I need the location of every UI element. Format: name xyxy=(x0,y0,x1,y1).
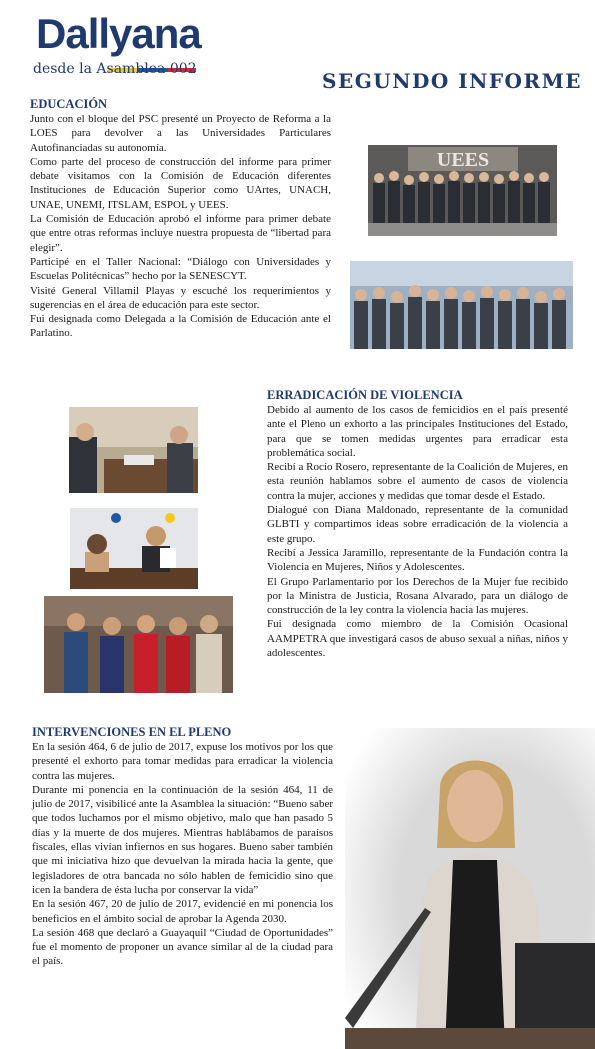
violence-title: ERRADICACIÓN DE VIOLENCIA xyxy=(267,388,463,402)
education-paragraph: La Comisión de Educación aprobó el informe para primer debate que entre otras reformas incluye nuestra propuesta de “libertad para elegir”. xyxy=(30,213,331,254)
plenary-text xyxy=(32,740,333,969)
education-paragraph: Visité General Villamil Playas y escuché los requerimientos y sugerencias en el área de educación para este sector. xyxy=(30,284,331,311)
education-text xyxy=(30,112,331,341)
womens-group-photo xyxy=(44,596,233,693)
workshop-group-photo xyxy=(350,261,573,349)
violence-paragraph: Recibí a Rocío Rosero, representante de la Coalición de Mujeres, en esta reunión hablamos sobre el aumento de casos de violencia contra la mujer, acciones y medidas que tomar desde el Estado. xyxy=(267,461,568,502)
logo: Dallyana xyxy=(36,10,201,57)
plenary-paragraph: En la sesión 464, 6 de julio de 2017, expuse los motivos por los que presenté el exhorto para tomar medidas para erradicar la violencia contra las mujeres. xyxy=(32,741,333,782)
education-title: EDUCACIÓN xyxy=(30,97,108,111)
violence-text xyxy=(267,403,568,660)
education-paragraph: Como parte del proceso de construcción del informe para primer debate visitamos con la Comisión de Educación diferentes Instituciones de Educación Superior como UArtes, UNACH, UNAE, UNEMI, ITSLAM, ESPOL y UEES. xyxy=(30,155,331,211)
plenary-paragraph: Durante mi ponencia en la continuación de la sesión 464, 11 de julio de 2017, visibilicé ante la Asamblea la situación: “Bueno saber que todos luchamos por el mismo objetivo, malo que han pasado 5 días y la muerte de dos mujeres. Mientras hablábamos de paraísos fiscales, ellas vivían infiernos en sus hogares. Bueno saber también que mi iniciativa hizo que devuelvan la mirada hacia la gente, que legisladores de otra bancada no sólo hablen de femicidio sino que icen la bandera de ésta lucha por conservar la vida” xyxy=(32,783,333,896)
uees-group-photo xyxy=(368,145,557,236)
violence-paragraph: Dialogué con Diana Maldonado, representante de la comunidad GLBTI y compartimos ideas sobre erradicación de la violencia a este grupo. xyxy=(267,504,568,545)
plenary-title: INTERVENCIONES EN EL PLENO xyxy=(32,725,232,739)
plenary-paragraph: En la sesión 467, 20 de julio de 2017, evidencié en mi ponencia los beneficios en el ámbito social de aprobar la Agenda 2030. xyxy=(32,898,333,925)
logo-subtitle: desde la Asamblea 002 xyxy=(33,61,197,77)
plenary-paragraph: La sesión 468 que declaró a Guayaquil “Ciudad de Oportunidades” fue el momento de proponer un avance similar al de la ciudad para el país. xyxy=(32,926,333,968)
violence-paragraph: El Grupo Parlamentario por los Derechos de la Mujer fue recibido por la Ministra de Justicia, Rosana Alvarado, para un diálogo de construcción de la ley contra la violencia hacia las mujeres. xyxy=(267,575,568,617)
violence-paragraph: Recibí a Jessica Jaramillo, representante de la Fundación contra la Violencia en Mujeres, Niños y Adolescentes. xyxy=(267,546,568,574)
meeting-photo xyxy=(69,407,198,493)
press-conference-photo xyxy=(70,508,198,589)
education-paragraph: Participé en el Taller Nacional: “Diálogo con Universidades y Escuelas Politécnicas” hecho por la SENESCYT. xyxy=(30,255,331,283)
violence-paragraph: Debido al aumento de los casos de femicidios en el país presenté ante el Pleno un exhorto a las principales Instituciones del Estado, para que se tomen medidas urgentes para erradicar esta problemática social. xyxy=(267,404,568,459)
report-title: SEGUNDO INFORME xyxy=(322,69,582,93)
uees-sign: UEES xyxy=(436,149,490,171)
violence-paragraph: Fui designada como miembro de la Comisión Ocasional AAMPETRA que investigará casos de abuso sexual a niñas, niños y adolescentes. xyxy=(267,618,568,660)
education-paragraph: Junto con el bloque del PSC presenté un Proyecto de Reforma a la LOES para devolver a las Universidades Particulares Autofinanciadas su autonomía. xyxy=(30,113,331,154)
speaker-photo xyxy=(345,728,595,1049)
education-paragraph: Fui designada como Delegada a la Comisión de Educación ante el Parlatino. xyxy=(30,313,331,340)
